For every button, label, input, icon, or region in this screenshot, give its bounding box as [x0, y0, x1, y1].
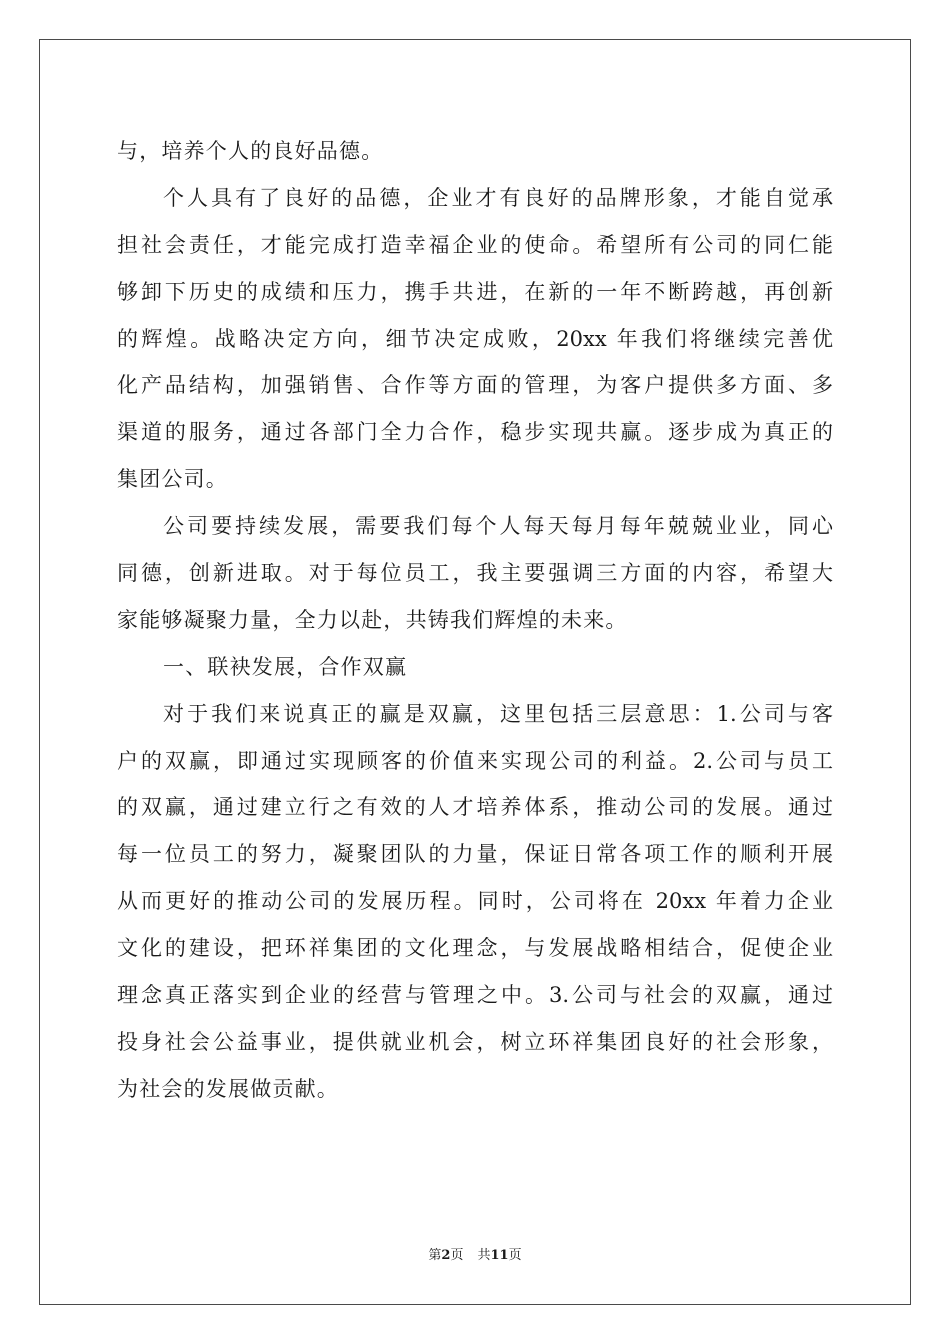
page-prefix: 第 [428, 1248, 442, 1263]
page-suffix: 页 [450, 1248, 464, 1263]
text-line: 家能够凝聚力量，全力以赴，共铸我们辉煌的未来。 [117, 607, 628, 632]
text-line: 文化的建设，把环祥集团的文化理念，与发展战略相结合，促使企业 [117, 936, 833, 961]
text-line: 渠道的服务，通过各部门全力合作，稳步实现共赢。逐步成为真正的 [117, 420, 833, 445]
page-number: 2 [441, 1248, 451, 1263]
section-heading: 一、联袂发展，合作双赢 [163, 654, 408, 679]
total-suffix: 页 [508, 1248, 522, 1263]
text-line: 对于我们来说真正的赢是双赢，这里包括三层意思：1.公司与客 [163, 701, 833, 726]
text-line: 从而更好的推动公司的发展历程。同时，公司将在 20xx 年着力企业 [117, 889, 833, 914]
text-line: 化产品结构，加强销售、合作等方面的管理，为客户提供多方面、多 [117, 373, 833, 398]
text-line: 的双赢，通过建立行之有效的人才培养体系，推动公司的发展。通过 [117, 795, 833, 820]
text-line: 理念真正落实到企业的经营与管理之中。3.公司与社会的双赢，通过 [117, 983, 833, 1008]
text-line: 集团公司。 [117, 467, 228, 492]
text-line: 担社会责任，才能完成打造幸福企业的使命。希望所有公司的同仁能 [117, 232, 833, 257]
total-pages: 11 [490, 1248, 509, 1263]
text-line: 公司要持续发展，需要我们每个人每天每月每年兢兢业业，同心 [163, 514, 833, 539]
document-body [117, 128, 833, 1113]
text-line: 个人具有了良好的品德，企业才有良好的品牌形象，才能自觉承 [163, 185, 833, 210]
text-line: 每一位员工的努力，凝聚团队的力量，保证日常各项工作的顺利开展 [117, 842, 833, 867]
page-footer [0, 1246, 950, 1266]
text-line: 与，培养个人的良好品德。 [117, 139, 384, 163]
text-line: 同德，创新进取。对于每位员工，我主要强调三方面的内容，希望大 [117, 561, 833, 586]
text-line: 的辉煌。战略决定方向，细节决定成败，20xx 年我们将继续完善优 [117, 326, 833, 351]
text-line: 投身社会公益事业，提供就业机会，树立环祥集团良好的社会形象， [117, 1029, 833, 1054]
total-prefix: 共 [477, 1248, 491, 1263]
text-line: 够卸下历史的成绩和压力，携手共进，在新的一年不断跨越，再创新 [117, 279, 833, 304]
text-line: 户的双赢，即通过实现顾客的价值来实现公司的利益。2.公司与员工 [117, 748, 833, 773]
text-line: 为社会的发展做贡献。 [117, 1076, 339, 1101]
